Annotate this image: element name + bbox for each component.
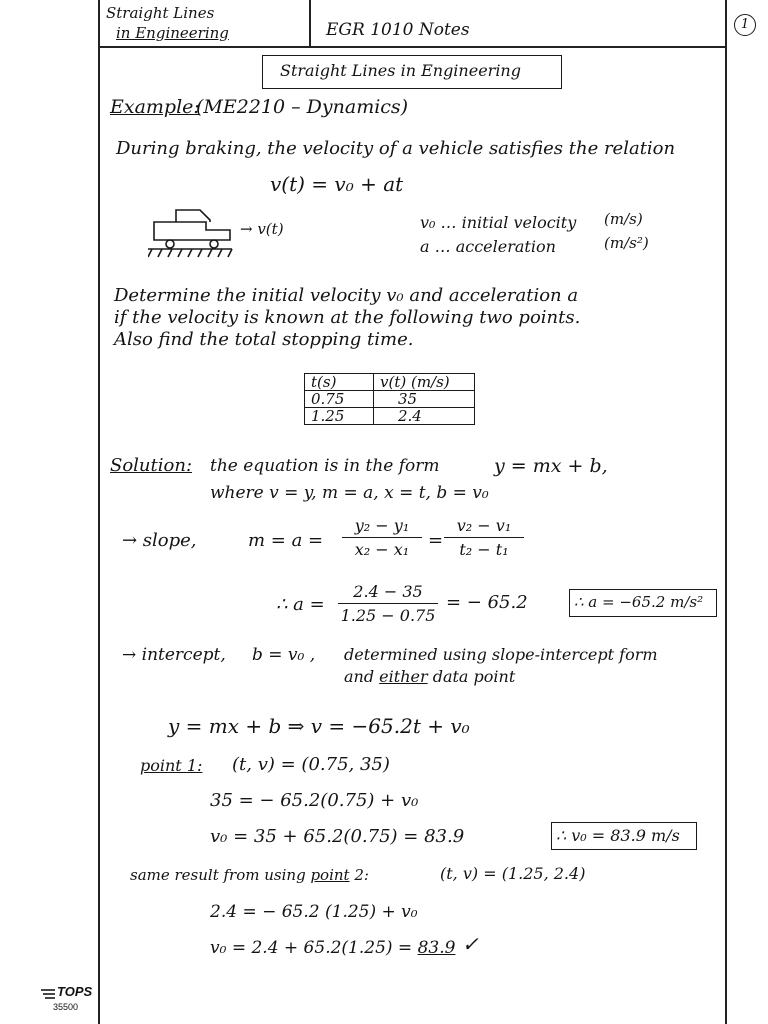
fraction-a-numerator: 2.4 − 35 <box>338 582 438 604</box>
example-statement: During braking, the velocity of a vehicle satisfies the relation <box>116 138 676 159</box>
intercept-text2-pre: and <box>344 667 380 686</box>
example-relation: v(t) = v₀ + at <box>270 172 404 196</box>
fraction-v-denominator: t₂ − t₁ <box>459 540 509 559</box>
slope-label: → slope, <box>122 530 197 551</box>
table-row <box>305 408 475 425</box>
step-1: 35 = − 65.2(0.75) + v₀ <box>210 790 419 811</box>
same-result-post: 2: <box>349 866 369 884</box>
model-equation: y = mx + b ⇒ v = −65.2t + v₀ <box>168 714 470 738</box>
fraction-v-numerator: v₂ − v₁ <box>444 516 524 538</box>
var-a: a … acceleration <box>420 237 556 256</box>
intercept-text2 <box>344 667 515 686</box>
table-cell: 2.4 <box>374 408 475 425</box>
header-divider-1 <box>309 0 311 46</box>
intercept-b: b = v₀ , <box>252 645 316 665</box>
tops-brand: TOPS <box>57 984 93 999</box>
v0-answer: ∴ v₀ = 83.9 m/s <box>556 826 680 845</box>
page-number-circle <box>734 14 756 36</box>
task-line2: if the velocity is known at the following two points. <box>114 307 581 328</box>
intercept-label: → intercept, <box>122 645 226 665</box>
header-course: EGR 1010 Notes <box>326 20 470 40</box>
intercept-text2-either: either <box>379 667 428 686</box>
wheel-front <box>210 240 218 248</box>
task-line1: Determine the initial velocity v₀ and acceleration a <box>114 285 579 306</box>
example-label: Example: <box>110 96 200 118</box>
check-mark-icon: ✓ <box>462 932 479 956</box>
same-result-pre: same result from using <box>130 866 311 884</box>
fraction-a-denominator: 1.25 − 0.75 <box>340 606 436 625</box>
header-bottom-rule <box>98 46 726 48</box>
fraction-y-denominator: x₂ − x₁ <box>354 540 410 559</box>
step-2: v₀ = 35 + 65.2(0.75) = 83.9 <box>210 826 465 847</box>
step-3: 2.4 = − 65.2 (1.25) + v₀ <box>210 902 418 922</box>
margin-line-left <box>98 0 100 1024</box>
figure-velocity-label: → v(t) <box>240 220 284 238</box>
table-row <box>305 391 475 408</box>
var-v0-unit: (m/s) <box>604 210 643 228</box>
a-lhs: ∴ a = <box>276 594 325 615</box>
slope-lhs: m = a = <box>248 530 324 551</box>
ground-hatch <box>148 249 232 257</box>
fraction-a <box>338 582 438 625</box>
same-result-point: point <box>310 866 350 884</box>
intercept-text2-post: data point <box>427 667 516 686</box>
fraction-v <box>444 516 524 559</box>
vehicle-body <box>154 222 230 240</box>
solution-form: y = mx + b, <box>494 455 608 477</box>
task-line3: Also find the total stopping time. <box>114 329 414 350</box>
header-topic-line1: Straight Lines <box>106 4 215 22</box>
solution-line1: the equation is in the form <box>210 456 440 476</box>
step-4 <box>210 938 455 958</box>
a-result: = − 65.2 <box>446 592 528 613</box>
page-number: 1 <box>740 17 750 32</box>
fraction-y-numerator: y₂ − y₁ <box>342 516 422 538</box>
data-table <box>304 373 475 425</box>
step-4-pre: v₀ = 2.4 + 65.2(1.25) = <box>210 938 418 958</box>
tops-logo <box>40 984 100 1018</box>
example-course-ref: (ME2210 – Dynamics) <box>196 96 409 118</box>
step-4-result: 83.9 <box>417 938 456 958</box>
same-result-text <box>130 866 369 884</box>
margin-line-right <box>725 0 727 1024</box>
table-header-cell: v(t) (m/s) <box>374 374 475 391</box>
solution-line2: where v = y, m = a, x = t, b = v₀ <box>210 483 489 503</box>
point1-label: point 1: <box>140 756 203 775</box>
slope-equals: = <box>428 530 444 551</box>
table-header-row <box>305 374 475 391</box>
point1-value: (t, v) = (0.75, 35) <box>232 754 390 775</box>
table-cell: 35 <box>374 391 475 408</box>
a-answer: ∴ a = −65.2 m/s² <box>574 593 704 611</box>
point2-value: (t, v) = (1.25, 2.4) <box>440 864 586 883</box>
header-topic-line2: in Engineering <box>116 24 229 42</box>
table-header-cell: t(s) <box>305 374 374 391</box>
var-v0: v₀ … initial velocity <box>420 213 577 232</box>
table-cell: 1.25 <box>305 408 374 425</box>
var-a-unit: (m/s²) <box>604 234 649 252</box>
table-cell: 0.75 <box>305 391 374 408</box>
solution-label: Solution: <box>110 455 193 476</box>
vehicle-cab <box>176 210 210 222</box>
tops-code: 35500 <box>53 1002 79 1012</box>
intercept-text1: determined using slope-intercept form <box>344 645 658 664</box>
title-text: Straight Lines in Engineering <box>280 61 521 80</box>
wheel-rear <box>166 240 174 248</box>
fraction-y <box>342 516 422 559</box>
tops-logo-mark <box>40 988 56 1000</box>
